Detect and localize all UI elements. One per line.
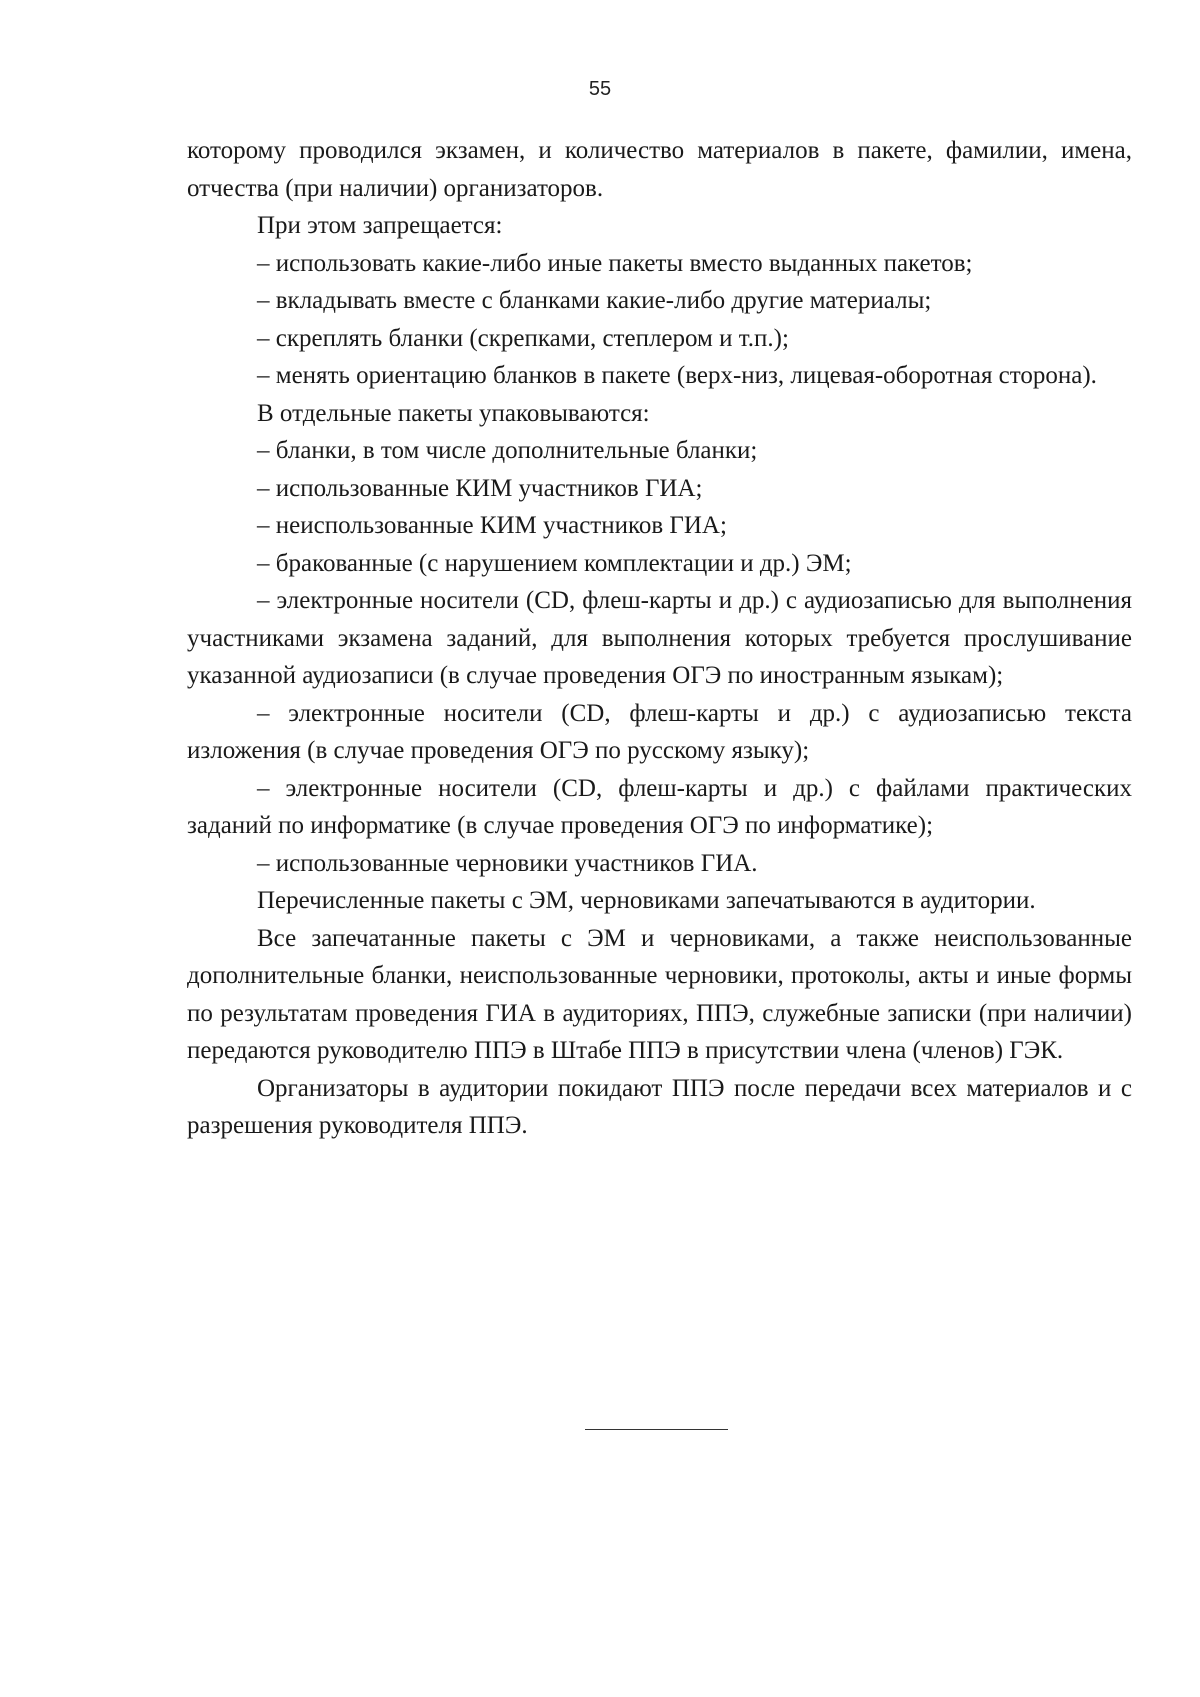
document-body	[187, 132, 1132, 1145]
list-item: – электронные носители (CD, флеш-карты и др.) с аудиозаписью для выполнения участниками экзамена заданий, для выполнения которых требуется прослушивание указанной аудиозаписи (в случае проведения ОГЭ по иностранным языкам);	[187, 587, 1132, 689]
list-item: – использовать какие-либо иные пакеты вместо выданных пакетов;	[257, 249, 973, 277]
list-item: – вкладывать вместе с бланками какие-либо другие материалы;	[257, 287, 932, 314]
list-item: – бракованные (с нарушением комплектации и др.) ЭМ;	[257, 549, 852, 577]
paragraph-prohibitions-intro: При этом запрещается:	[257, 212, 503, 239]
list-item: – электронные носители (CD, флеш-карты и др.) с аудиозаписью текста изложения (в случае проведения ОГЭ по русскому языку);	[187, 699, 1132, 764]
page-number: 55	[588, 78, 612, 100]
list-item: – электронные носители (CD, флеш-карты и др.) с файлами практических заданий по информатике (в случае проведения ОГЭ по информатике);	[187, 774, 1132, 839]
list-item: – менять ориентацию бланков в пакете (верх-низ, лицевая-оборотная сторона).	[257, 362, 1097, 389]
list-item: – использованные черновики участников ГИА.	[257, 849, 758, 877]
list-item: – неиспользованные КИМ участников ГИА;	[257, 512, 727, 539]
paragraph-continued: которому проводился экзамен, и количество материалов в пакете, фамилии, имена, отчества (при наличии) организаторов.	[187, 137, 1132, 202]
section-divider	[585, 1429, 728, 1430]
list-item: – бланки, в том числе дополнительные бланки;	[257, 437, 758, 464]
list-item: – использованные КИМ участников ГИА;	[257, 474, 703, 502]
list-item: – скреплять бланки (скрепками, степлером и т.п.);	[257, 324, 789, 352]
paragraph-packages-intro: В отдельные пакеты упаковываются:	[257, 399, 650, 427]
paragraph: Организаторы в аудитории покидают ППЭ после передачи всех материалов и с разрешения руководителя ППЭ.	[187, 1074, 1132, 1139]
paragraph: Все запечатанные пакеты с ЭМ и черновиками, а также неиспользованные дополнительные бланки, неиспользованные черновики, протоколы, акты и иные формы по результатам проведения ГИА в аудиториях, ППЭ, служебные записки (при наличии) передаются руководителю ППЭ в Штабе ППЭ в присутствии члена (членов) ГЭК.	[187, 924, 1132, 1064]
paragraph: Перечисленные пакеты с ЭМ, черновиками запечатываются в аудитории.	[257, 887, 1036, 914]
